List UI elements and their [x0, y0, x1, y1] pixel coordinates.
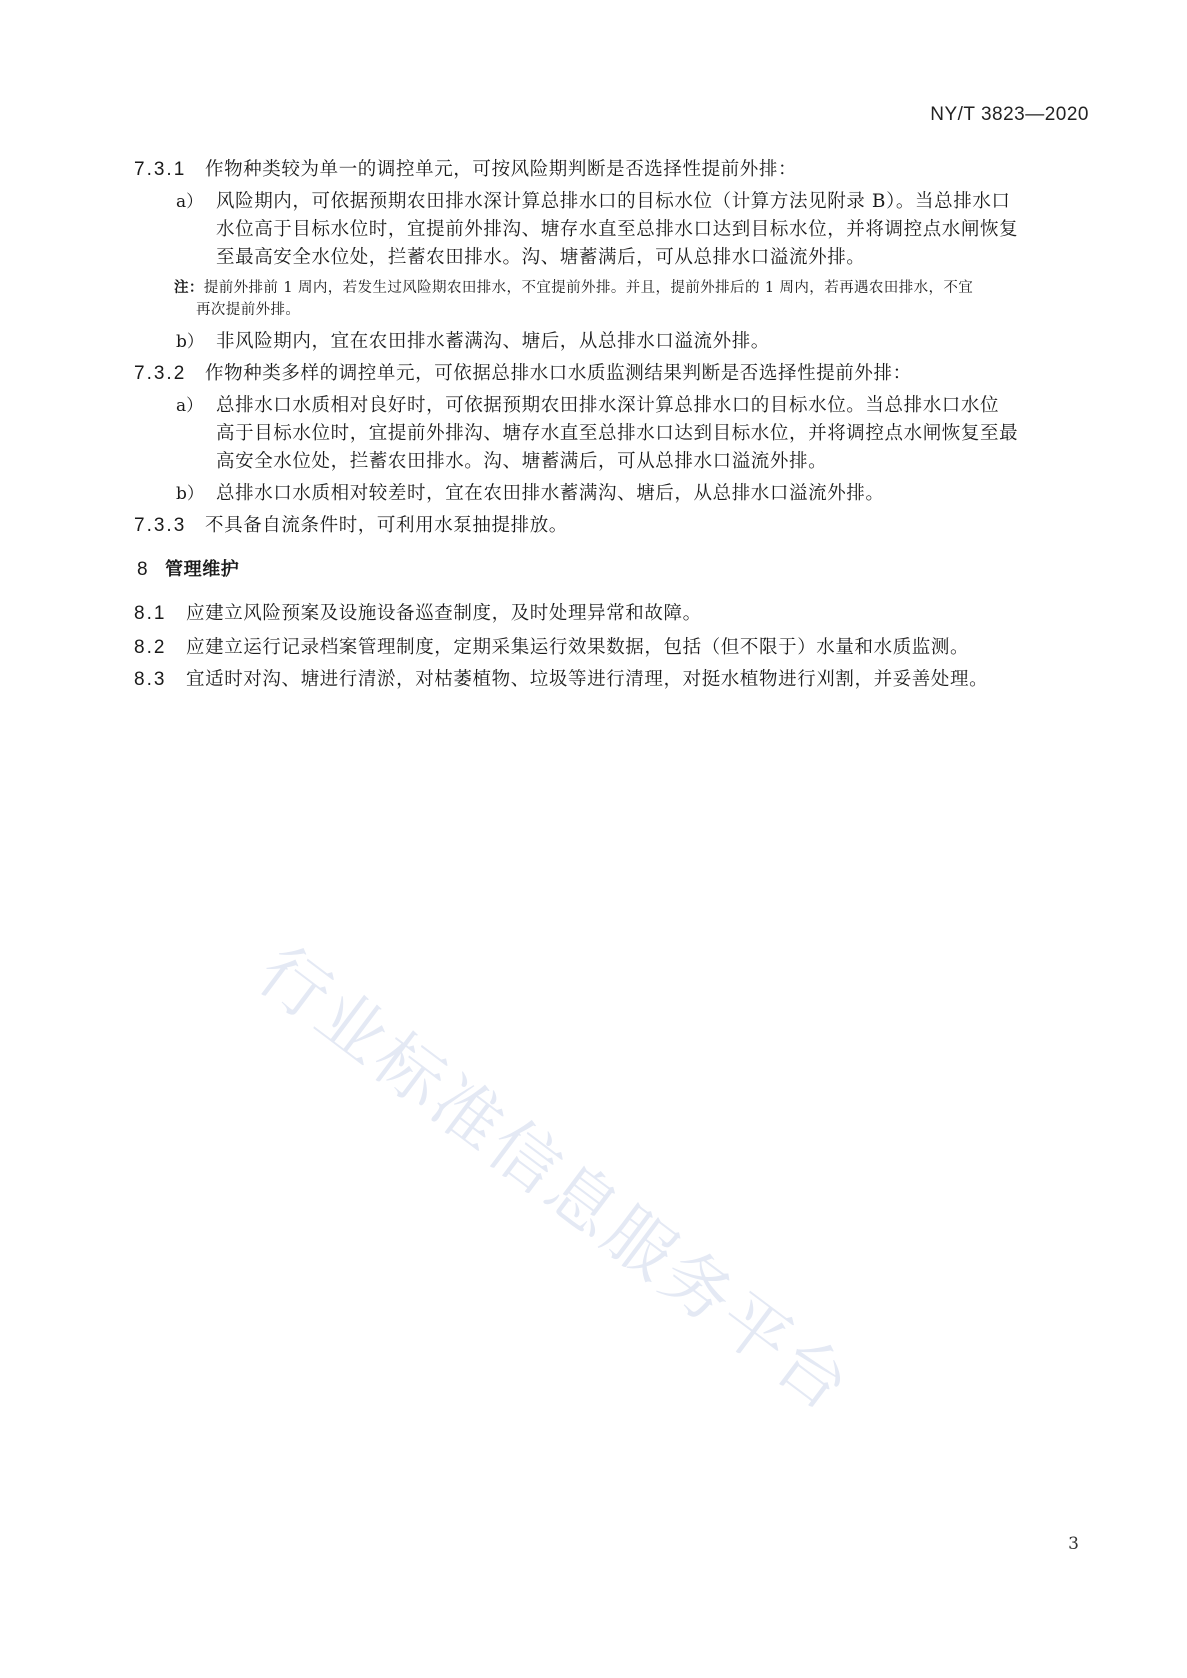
page-number: 3 — [1068, 1534, 1079, 1554]
item-text-line: 非风险期内，宜在农田排水蓄满沟、塘后，从总排水口溢流外排。 — [216, 331, 770, 352]
clause-number-8-1: 8.1 — [134, 603, 167, 624]
clause-text-8-1: 应建立风险预案及设施设备巡查制度，及时处理异常和故障。 — [186, 603, 702, 624]
watermark: 行业标准信息服务平台 — [243, 931, 867, 1429]
item-mark-a: a） — [176, 396, 204, 416]
item-mark-b: b） — [176, 332, 204, 352]
clause-text-7-3-2: 作物种类多样的调控单元，可依据总排水口水质监测结果判断是否选择性提前外排： — [205, 363, 912, 384]
clause-number-7-3-3: 7.3.3 — [134, 515, 187, 536]
clause-number-8-2: 8.2 — [134, 637, 167, 658]
item-text-line: 至最高安全水位处，拦蓄农田排水。沟、塘蓄满后，可从总排水口溢流外排。 — [216, 247, 866, 268]
clause-text-8-2: 应建立运行记录档案管理制度，定期采集运行效果数据，包括（但不限于）水量和水质监测。 — [186, 637, 970, 658]
item-text-line: 高于目标水位时，宜提前外排沟、塘存水直至总排水口达到目标水位，并将调控点水闸恢复至最 — [216, 423, 1019, 444]
item-mark-b: b） — [176, 484, 204, 504]
note-label: 注： — [174, 280, 204, 296]
note — [174, 278, 973, 298]
section-title: 管理维护 — [165, 559, 240, 580]
section-number-8: 8 — [137, 559, 150, 580]
item-text-line: 总排水口水质相对良好时，可依据预期农田排水深计算总排水口的目标水位。当总排水口水位 — [216, 395, 1000, 416]
item-mark-a: a） — [176, 192, 204, 212]
item-text-line: 水位高于目标水位时，宜提前外排沟、塘存水直至总排水口达到目标水位，并将调控点水闸恢复 — [216, 219, 1019, 240]
clause-text-7-3-3: 不具备自流条件时，可利用水泵抽提排放。 — [205, 515, 568, 536]
clause-number-7-3-2: 7.3.2 — [134, 363, 187, 384]
clause-number-7-3-1: 7.3.1 — [134, 159, 187, 180]
standard-code: NY/T 3823—2020 — [930, 104, 1089, 125]
note-text-line: 再次提前外排。 — [196, 302, 301, 318]
clause-number-8-3: 8.3 — [134, 669, 167, 690]
clause-text-8-3: 宜适时对沟、塘进行清淤，对枯萎植物、垃圾等进行清理，对挺水植物进行刈割，并妥善处理。 — [186, 669, 989, 690]
item-text-line: 总排水口水质相对较差时，宜在农田排水蓄满沟、塘后，从总排水口溢流外排。 — [216, 483, 885, 504]
note-text-line: 提前外排前 1 周内，若发生过风险期农田排水，不宜提前外排。并且，提前外排后的 1 周内，若再遇农田排水，不宜 — [203, 280, 974, 296]
item-text-line: 高安全水位处，拦蓄农田排水。沟、塘蓄满后，可从总排水口溢流外排。 — [216, 451, 828, 472]
clause-text-7-3-1: 作物种类较为单一的调控单元，可按风险期判断是否选择性提前外排： — [205, 159, 798, 180]
item-text-line: 风险期内，可依据预期农田排水深计算总排水口的目标水位（计算方法见附录 B）。当总排水口 — [216, 191, 1011, 212]
